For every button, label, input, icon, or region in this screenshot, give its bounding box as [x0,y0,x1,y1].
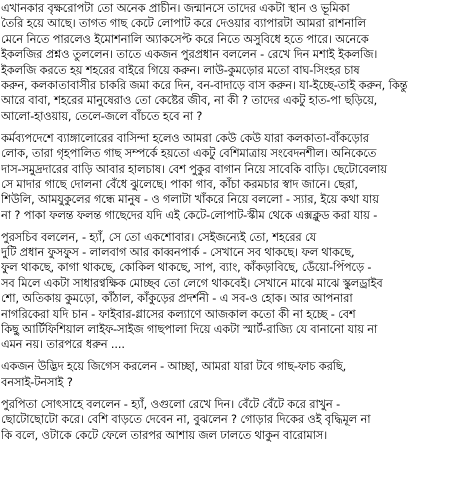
document-body [1,1,455,443]
text-line: শো, অতিকায় কুমড়ো, কাঁঠাল, কাঁকুড়ের প্রদর্শনী - এ সব-ও হোক। আর আপনারা [1,292,353,306]
text-line: মেনে নিতে পারলেও ইমোশনালি অ্যাকসেপ্ট করে নিতে অসুবিধে হতে পারে। অনেকে [1,32,369,46]
text-line: নাগরিকেরা যদি চান - ফাইবার-গ্লাসের কল্যাণে আজকাল কতো কী না হচ্ছে - বেশ [1,307,356,321]
text-line: এখানকার বৃক্ষরোপটা তো অনেক প্রাচীন। জন্মানসে তাদের একটা স্থান ও ভূমিকা [1,2,350,15]
text-line: না ? পাকা ফলন্ত ফলন্ত গাছেদের যদি এই কেটে-লোপাট-স্কীম থেকে এক্সক্লুড করা যায় - [1,208,378,222]
text-line: একজন উদ্ভিদ হয়ে জিগেস করলেন - আচ্ছা, আমরা যারা টবে গাছ-ফাচ করছি, [1,360,347,374]
text-line: সে মাদার গাছে দোলনা বেঁধে ঝুলেছে। পাকা গাব, কাঁচা করমচার স্বাদ জানে। ছেরা, [1,177,358,191]
paragraph-1 [1,1,455,124]
text-line: দুটি প্রধান ফুসফুস - লালবাগ আর কাব্বনপার্ক - সেখানে সব থাকছে। ফল থাকছে, [1,246,355,260]
paragraph-2 [1,131,455,223]
text-line: পুরপিতা সোৎসাহে বললেন - হ্যাঁ, ওগুলো রেখে দিন। বেঁটে বেঁটে করে রাখুন - [1,397,341,411]
text-line: সব মিলে একটা সাধারণ্বক্ষিক মোচ্ছব তো লেগে থাকবেই। সেখানে মাঝে মাঝে স্কুলড্রাইব [1,276,383,290]
text-line: আলো-হাওয়ায়, তেলে-জলে বাঁচতে হবে না ? [1,109,203,123]
text-line: শিউলি, আমযুকুলের গন্ধে মানুষ - ও গলাটা খাঁকরে নিয়ে বললো - স্যার, ইয়ে কথা যায় [1,193,379,207]
text-line: তৈরি হয়ে আছে। তাগত গাছ কেটে লোপাট করে দেওয়ার ব্যাপারটা আমরা রাশনালি [1,17,366,31]
paragraph-gap [1,353,455,360]
text-line: এমন নয়। তারপরে ধরুন .... [1,338,125,352]
text-line: পুরসচিব বললেন, - হ্যাঁ, সে তো একশোবার। সেইজন্যেই তো, শহরের যে [1,230,316,244]
text-line: ইকলজির প্রশ্নও তুললেন। তাতে একজন পুরপ্রধান বললেন - রেখে দিন মশাই ইকলজি। [1,48,378,62]
text-line: বনসাই-টনসাই ? [1,375,73,389]
paragraph-4 [1,359,455,390]
text-line: কিছু আর্টিফিশিয়াল লাইফ-সাইজ গাছপালা দিয়ে একটা স্মার্ট-রাজ্যি যে বানানো যায় না [1,323,378,336]
paragraph-gap [1,390,455,397]
text-line: লোক, তারা গৃহপালিত গাছ সম্পর্কে হয়তো একটু বেশিমাত্রায় সংবেদনশীল। অনিকেতে [1,147,377,161]
text-line: ইকলজি করতে হয় শহরের বাইরে গিয়ে করুন। লাউ-কুমড়োর মতো বাঘ-সিংহর চাষ [1,63,360,77]
paragraph-5 [1,397,455,443]
paragraph-gap [1,124,455,131]
text-line: আরে বাবা, শহরের মানুষেরাও তো কেষ্টের জীব, না কী ? তাদের একটু হাত-পা ছড়িয়ে, [1,94,378,108]
paragraph-gap [1,223,455,230]
text-line: দাস-সমুদ্রদারের বাড়ি আবার হালচাষ। বেশ পুকুর বাগান নিয়ে সাবেকি বাড়ি। ছেটোবেলায় [1,162,387,176]
text-line: কি বলে, ওটাকে কেটে ফেলে তারপর আশায় জল ঢালতে থাকুন বারোমাস। [1,428,328,442]
paragraph-3 [1,230,455,353]
text-line: কর্মব্যপদেশে ব্যাঙ্গালোরের বাসিন্দা হলেও আমরা কেউ কেউ যারা কলকাতা-বাঁকড়োর [1,131,369,145]
text-line: ছোটোছোটো করে। বেশি বাড়তে দেবেন না, বুঝলেন ? গোড়ার দিকের ওই বৃদ্ধিমূল না [1,413,371,427]
text-line: করুন, কলকাতাবাসীর চাকরি জমা করে দিন, বন-বাদাড়ে বাস করুন। যা-ইচ্ছে-তাই করুন, কিন্তু [1,78,408,92]
text-line: ফুল থাকছে, কাগা থাকছে, কোকিল থাকছে, সাপ, ব্যাং, কাঁকড়াবিছে, ডেঁয়ো-পিঁপড়ে - [1,261,372,275]
